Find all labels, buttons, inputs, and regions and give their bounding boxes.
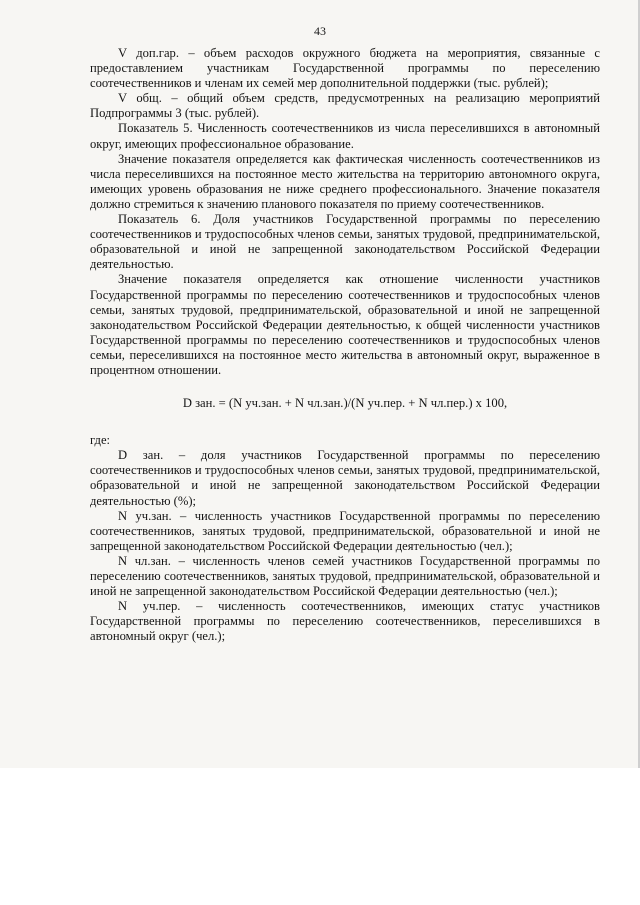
paragraph-indicator-5-value: Значение показателя определяется как фактическая численность соотечественников из числа переселившихся на постоянное место жительства на территорию автономного округа, имеющих уровень образования не ниже среднего профессионального. Значение показателя должно стремиться к значению планового показателя по приему соотечественников. [90, 151, 600, 211]
definition-n-uch-per: N уч.пер. – численность соотечественников, имеющих статус участников Государственной программы по переселению соотечественников, переселившихся в автономный округ (чел.); [90, 599, 600, 644]
definition-d-zan: D зан. – доля участников Государственной программы по переселению соотечественников и трудоспособных членов семьи, занятых трудовой, предпринимательской, образовательной и иной не запрещенной законодательством Российской Федерации деятельностью (%); [90, 448, 600, 508]
document-body [90, 46, 600, 644]
definition-n-uch-zan: N уч.зан. – численность участников Государственной программы по переселению соотечественников, занятых трудовой, предпринимательской, образовательной и иной не запрещенной законодательством Российской Федерации деятельностью (чел.); [90, 508, 600, 553]
paragraph-indicator-6: Показатель 6. Доля участников Государственной программы по переселению соотечественников и трудоспособных членов семьи, занятых трудовой, предпринимательской, образовательной и иной не запрещенной законодательством Российской Федерации деятельностью. [90, 212, 600, 272]
paragraph-indicator-6-value: Значение показателя определяется как отношение численности участников Государственной программы по переселению соотечественников и трудоспособных членов семьи, занятых трудовой, предпринимательской, образовательной и иной не запрещенной законодательством Российской Федерации деятельностью, к общей численности участников Государственной программы по переселению соотечественников и трудоспособных членов семьи, переселившихся на постоянное место жительства в автономный округ, выраженное в процентном отношении. [90, 272, 600, 377]
paragraph-v-dop-gar: V доп.гар. – объем расходов окружного бюджета на мероприятия, связанные с предоставлением участникам Государственной программы по переселению соотечественников и членам их семей мер дополнительной поддержки (тыс. рублей); [90, 46, 600, 91]
formula: D зан. = (N уч.зан. + N чл.зан.)/(N уч.пер. + N чл.пер.) x 100, [182, 396, 508, 411]
paragraph-v-obsch: V общ. – общий объем средств, предусмотренных на реализацию мероприятий Подпрограммы 3 (тыс. рублей). [90, 91, 600, 121]
paragraph-indicator-5: Показатель 5. Численность соотечественников из числа переселившихся в автономный округ, имеющих профессиональное образование. [90, 121, 600, 151]
definition-n-chl-zan: N чл.зан. – численность членов семей участников Государственной программы по переселению соотечественников, занятых трудовой, предпринимательской, образовательной и иной не запрещенной законодательством Российской Федерации деятельностью (чел.); [90, 553, 600, 599]
page-number: 43 [314, 24, 326, 38]
where-label: где: [90, 433, 111, 448]
